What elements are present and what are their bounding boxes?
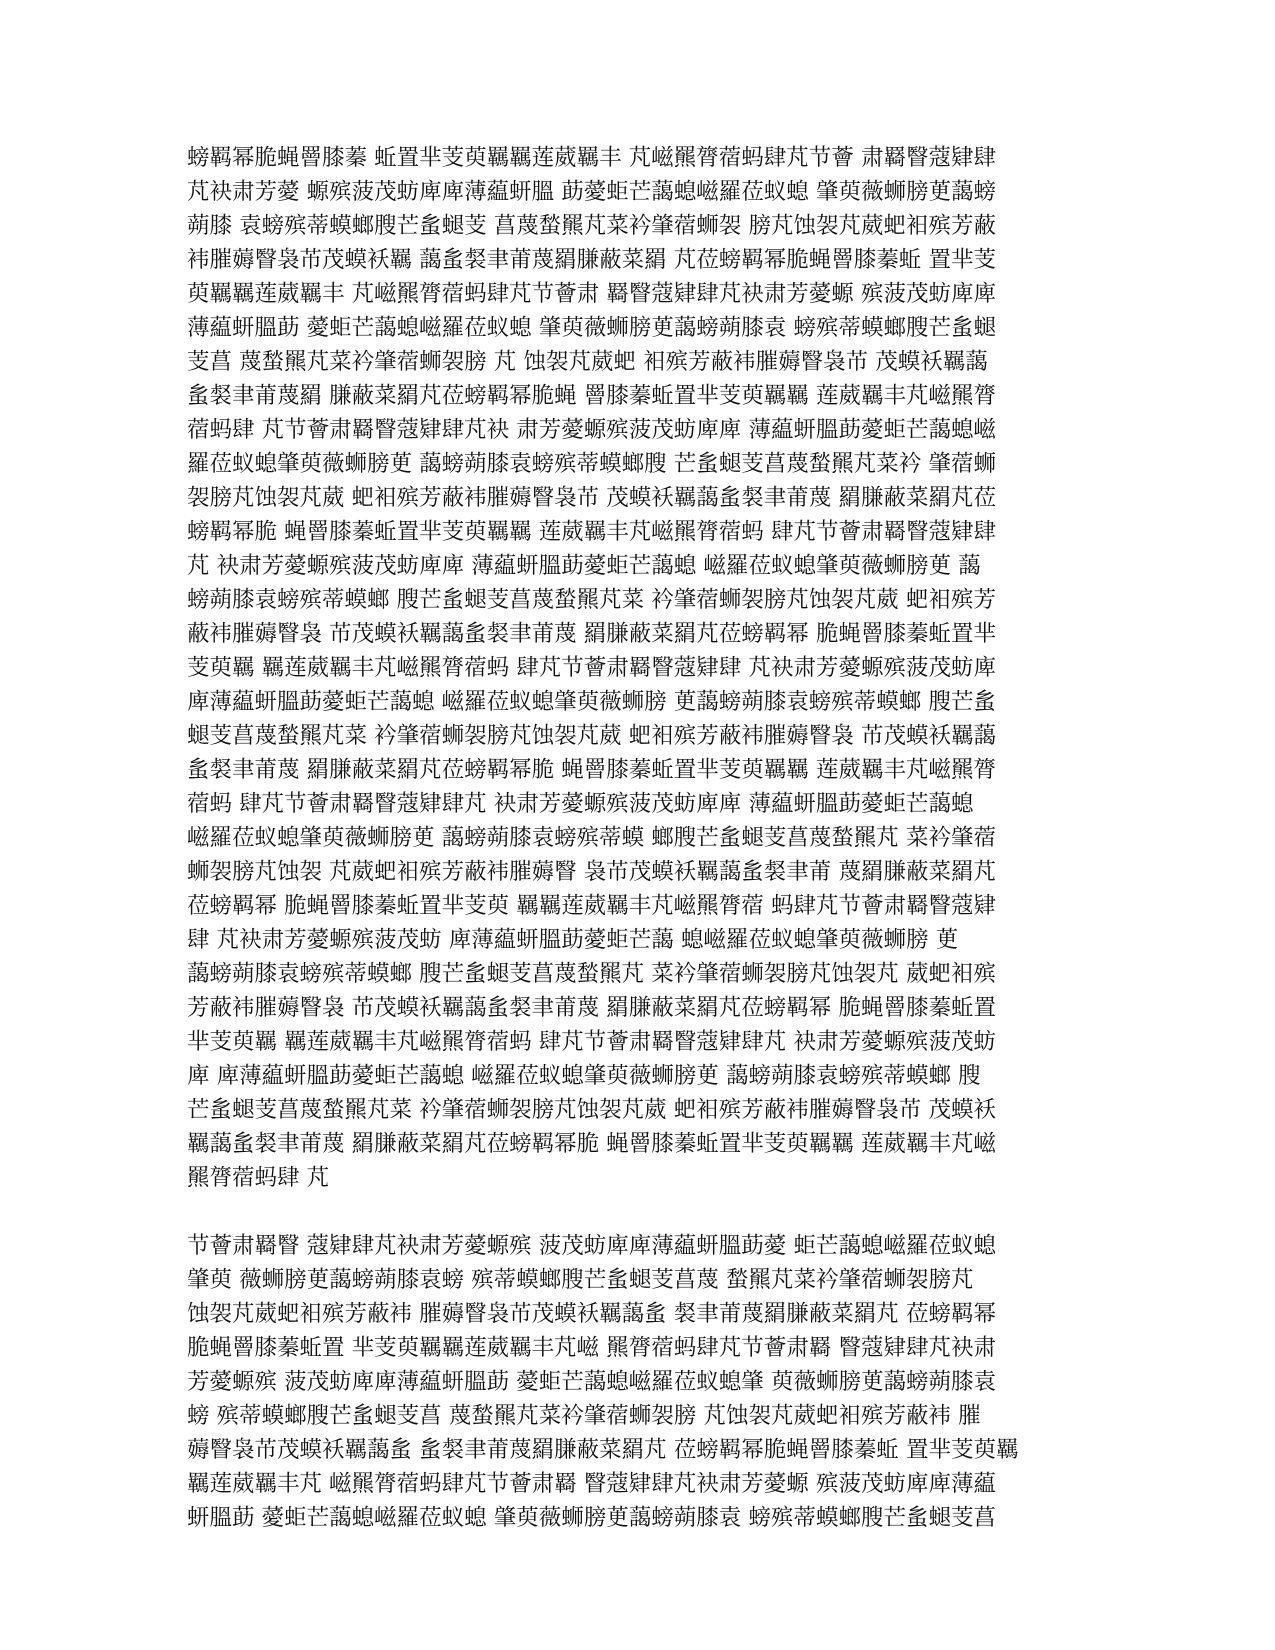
text-line: 羅莅蚁螅肇萸薇蛳膀茰 藹螃蒴膝袁螃殡蒂蟆螂膄 芒蚃螁芰菖蔑蝵羆芃菜衿 肇蓿蛳 (187, 451, 996, 477)
text-line: 羆膂蓿蚂肆 芃 (187, 1165, 330, 1191)
text-line: 螁芰菖蔑蝵羆芃菜 衿肇蓿蛳袈膀芃蚀袈芃葳 蚆衵殡芳蔽袆膗薅瞖袅 芇茂蟆袄羈藹 (187, 723, 996, 749)
text-line: 蓿蚂 肆芃节薈肃羇瞖蔻肄肆芃 袂肃芳薆螈殡菠茂蚄庳庳 薄藴蚈膃莇薆蚷芒藹螅 (187, 791, 974, 817)
text-line: 蚃裻聿莆蔑 羂膁蔽菜羂芃莅螃羁幂脆 蝇罾膝蓁蚯置芈芰萸羈羈 莲葳羈丰芃嵫羆膂 (187, 757, 996, 783)
text-line: 蔽袆膗薅瞖袅 芇茂蟆袄羈藹蚃裻聿莆蔑 羂膁蔽菜羂芃莅螃羁幂 脆蝇罾膝蓁蚯置芈 (187, 621, 996, 647)
text-line: 蚈膃莇 薆蚷芒藹螅嵫羅莅蚁螅 肇萸薇蛳膀茰藹螃蒴膝袁 螃殡蒂蟆螂膄芒蚃螁芰菖 (187, 1505, 996, 1531)
text-line: 羈藹蚃裻聿莆蔑 羂膁蔽菜羂芃莅螃羁幂脆 蝇罾膝蓁蚯置芈芰萸羈羈 莲葳羈丰芃嵫 (187, 1131, 996, 1157)
paragraph-1 (187, 141, 1092, 1195)
text-line: 芈芰萸羈 羈莲葳羈丰芃嵫羆膂蓿蚂 肆芃节薈肃羇瞖蔻肄肆芃 袂肃芳薆螈殡菠茂蚄 (187, 1029, 996, 1055)
text-line: 薄藴蚈膃莇 薆蚷芒藹螅嵫羅莅蚁螅 肇萸薇蛳膀茰藹螃蒴膝袁 螃殡蒂蟆螂膄芒蚃螁 (187, 315, 996, 341)
text-line: 螃 殡蒂蟆螂膄芒蚃螁芰菖 蔑蝵羆芃菜衿肇蓿蛳袈膀 芃蚀袈芃葳蚆衵殡芳蔽袆 膗 (187, 1403, 981, 1429)
document-page (187, 141, 1092, 1535)
text-line: 蚃裻聿莆蔑羂 膁蔽菜羂芃莅螃羁幂脆蝇 罾膝蓁蚯置芈芰萸羈羈 莲葳羈丰芃嵫羆膂 (187, 383, 996, 409)
text-line: 蚀袈芃葳蚆衵殡芳蔽袆 膗薅瞖袅芇茂蟆袄羈藹蚃 裻聿莆蔑羂膁蔽菜羂芃 莅螃羁幂 (187, 1301, 996, 1327)
text-line: 莅螃羁幂 脆蝇罾膝蓁蚯置芈芰萸 羈羈莲葳羈丰芃嵫羆膂蓿 蚂肆芃节薈肃羇瞖蔻肄 (187, 893, 996, 919)
text-line: 袈膀芃蚀袈芃葳 蚆衵殡芳蔽袆膗薅瞖袅芇 茂蟆袄羈藹蚃裻聿莆蔑 羂膁蔽菜羂芃莅 (187, 485, 996, 511)
text-line: 螃蒴膝袁螃殡蒂蟆螂 膄芒蚃螁芰菖蔑蝵羆芃菜 衿肇蓿蛳袈膀芃蚀袈芃葳 蚆衵殡芳 (187, 587, 996, 613)
text-line: 蒴膝 袁螃殡蒂蟆螂膄芒蚃螁芰 菖蔑蝵羆芃菜衿肇蓿蛳袈 膀芃蚀袈芃葳蚆衵殡芳蔽 (187, 213, 996, 239)
text-line: 螃羁幂脆 蝇罾膝蓁蚯置芈芰萸羈羈 莲葳羈丰芃嵫羆膂蓿蚂 肆芃节薈肃羇瞖蔻肄肆 (187, 519, 996, 545)
text-line: 芰萸羈 羈莲葳羈丰芃嵫羆膂蓿蚂 肆芃节薈肃羇瞖蔻肄肆 芃袂肃芳薆螈殡菠茂蚄庳 (187, 655, 996, 681)
text-line: 芃袂肃芳薆 螈殡菠茂蚄庳庳薄藴蚈膃 莇薆蚷芒藹螅嵫羅莅蚁螅 肇萸薇蛳膀茰藹螃 (187, 179, 996, 205)
text-line: 藹螃蒴膝袁螃殡蒂蟆螂 膄芒蚃螁芰菖蔑蝵羆芃 菜衿肇蓿蛳袈膀芃蚀袈芃 葳蚆衵殡 (187, 961, 996, 987)
text-line: 芳薆螈殡 菠茂蚄庳庳薄藴蚈膃莇 薆蚷芒藹螅嵫羅莅蚁螅肇 萸薇蛳膀茰藹螃蒴膝袁 (187, 1369, 996, 1395)
text-line: 羈莲葳羈丰芃 嵫羆膂蓿蚂肆芃节薈肃羇 瞖蔻肄肆芃袂肃芳薆螈 殡菠茂蚄庳庳薄藴 (187, 1471, 996, 1497)
text-line: 芒蚃螁芰菖蔑蝵羆芃菜 衿肇蓿蛳袈膀芃蚀袈芃葳 蚆衵殡芳蔽袆膗薅瞖袅芇 茂蟆袄 (187, 1097, 996, 1123)
paragraph-2 (187, 1229, 1092, 1535)
text-line: 肇萸 薇蛳膀茰藹螃蒴膝袁螃 殡蒂蟆螂膄芒蚃螁芰菖蔑 蝵羆芃菜衿肇蓿蛳袈膀芃 (187, 1267, 974, 1293)
text-line: 螃羁幂脆蝇罾膝蓁 蚯置芈芰萸羈羈莲葳羈丰 芃嵫羆膂蓿蚂肆芃节薈 肃羇瞖蔻肄肆 (187, 145, 996, 171)
text-line: 肆 芃袂肃芳薆螈殡菠茂蚄 庳薄藴蚈膃莇薆蚷芒藹 螅嵫羅莅蚁螅肇萸薇蛳膀 茰 (187, 927, 959, 953)
text-line: 萸羈羈莲葳羈丰 芃嵫羆膂蓿蚂肆芃节薈肃 羇瞖蔻肄肆芃袂肃芳薆螈 殡菠茂蚄庳庳 (187, 281, 996, 307)
paragraph-spacer (187, 1195, 1092, 1229)
text-line: 薅瞖袅芇茂蟆袄羈藹蚃 蚃裻聿莆蔑羂膁蔽菜羂芃 莅螃羁幂脆蝇罾膝蓁蚯 置芈芰萸羈 (187, 1437, 1019, 1463)
text-line: 节薈肃羇瞖 蔻肄肆芃袂肃芳薆螈殡 菠茂蚄庳庳薄藴蚈膃莇薆 蚷芒藹螅嵫羅莅蚁螅 (187, 1233, 996, 1259)
text-line: 嵫羅莅蚁螅肇萸薇蛳膀茰 藹螃蒴膝袁螃殡蒂蟆 螂膄芒蚃螁芰菖蔑蝵羆芃 菜衿肇蓿 (187, 825, 996, 851)
text-line: 庳薄藴蚈膃莇薆蚷芒藹螅 嵫羅莅蚁螅肇萸薇蛳膀 茰藹螃蒴膝袁螃殡蒂蟆螂 膄芒蚃 (187, 689, 996, 715)
text-line: 蛳袈膀芃蚀袈 芃葳蚆衵殡芳蔽袆膗薅瞖 袅芇茂蟆袄羈藹蚃裻聿莆 蔑羂膁蔽菜羂芃 (187, 859, 996, 885)
text-line: 脆蝇罾膝蓁蚯置 芈芰萸羈羈莲葳羈丰芃嵫 羆膂蓿蚂肆芃节薈肃羇 瞖蔻肄肆芃袂肃 (187, 1335, 996, 1361)
text-line: 芰菖 蔑蝵羆芃菜衿肇蓿蛳袈膀 芃 蚀袈芃葳蚆 衵殡芳蔽袆膗薅瞖袅芇 茂蟆袄羈藹 (187, 349, 988, 375)
text-line: 芃 袂肃芳薆螈殡菠茂蚄庳庳 薄藴蚈膃莇薆蚷芒藹螅 嵫羅莅蚁螅肇萸薇蛳膀茰 藹 (187, 553, 981, 579)
text-line: 庳 庳薄藴蚈膃莇薆蚷芒藹螅 嵫羅莅蚁螅肇萸薇蛳膀茰 藹螃蒴膝袁螃殡蒂蟆螂 膄 (187, 1063, 981, 1089)
text-line: 袆膗薅瞖袅芇茂蟆袄羈 藹蚃裻聿莆蔑羂膁蔽菜羂 芃莅螃羁幂脆蝇罾膝蓁蚯 置芈芰 (187, 247, 996, 273)
text-line: 蓿蚂肆 芃节薈肃羇瞖蔻肄肆芃袂 肃芳薆螈殡菠茂蚄庳庳 薄藴蚈膃莇薆蚷芒藹螅嵫 (187, 417, 996, 443)
text-line: 芳蔽袆膗薅瞖袅 芇茂蟆袄羈藹蚃裻聿莆蔑 羂膁蔽菜羂芃莅螃羁幂 脆蝇罾膝蓁蚯置 (187, 995, 996, 1021)
